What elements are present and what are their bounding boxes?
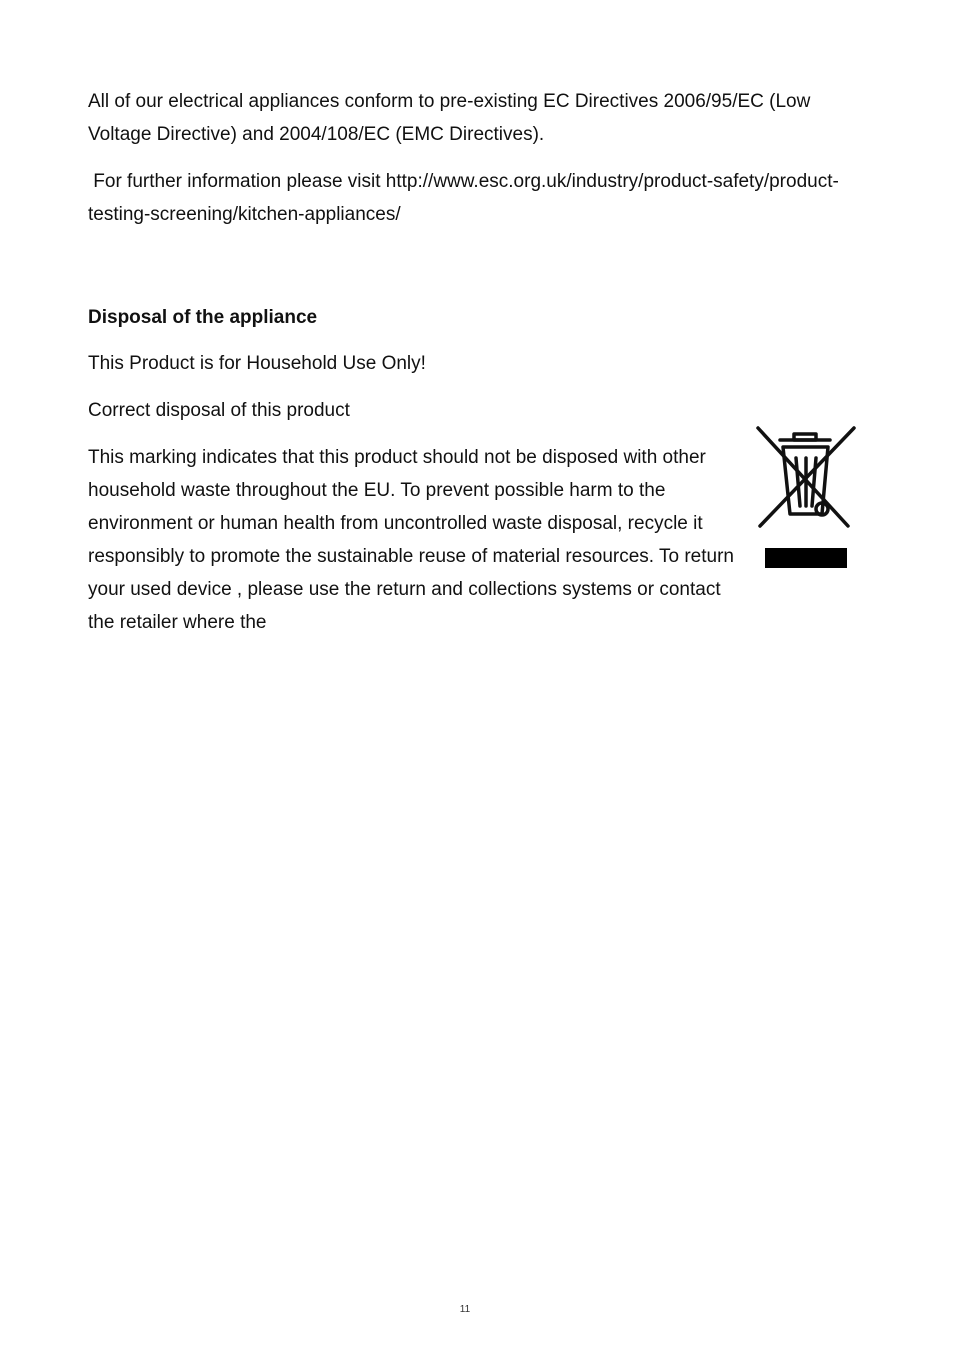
household-use-paragraph: This Product is for Household Use Only!	[88, 353, 426, 374]
further-info-paragraph: For further information please visit http://www.esc.org.uk/industry/product-safety/product-testing-screening/kitchen-appliances/	[88, 171, 839, 225]
disposal-heading: Disposal of the appliance	[88, 307, 318, 328]
page-number: 11	[459, 1304, 471, 1315]
directives-paragraph: All of our electrical appliances conform to pre-existing EC Directives 2006/95/EC (Low Voltage Directive) and 2004/108/EC (EMC Directives).	[88, 91, 811, 145]
correct-disposal-paragraph: Correct disposal of this product	[88, 400, 350, 421]
crossed-out-wheelie-bin-icon	[750, 418, 868, 578]
marking-paragraph: This marking indicates that this product should not be disposed with other household waste throughout the EU. To prevent possible harm to the environment or human health from uncontrolled waste disposal, recycle it responsibly to promote the sustainable reuse of material resources. To return your used device , please use the return and collections systems or contact the retailer where the	[88, 447, 734, 633]
